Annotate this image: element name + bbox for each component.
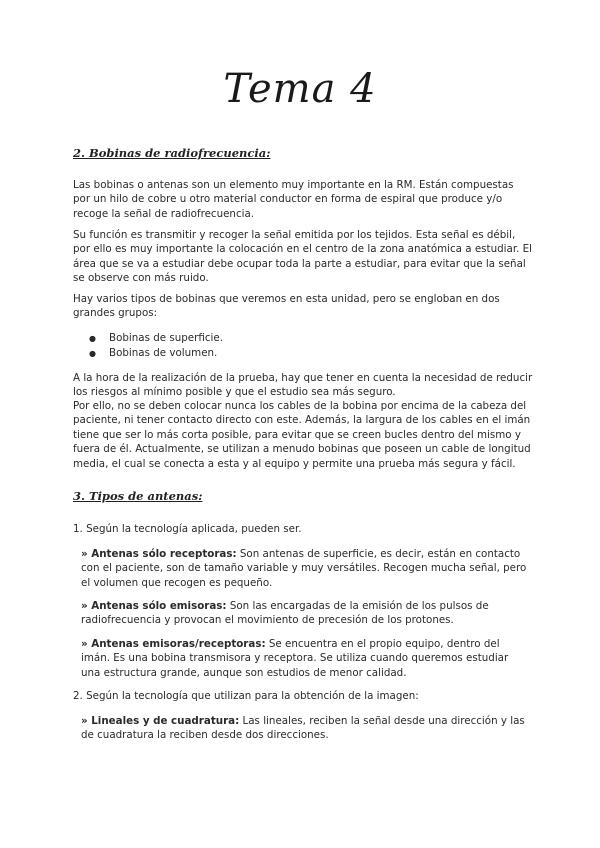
definition-item: [81, 714, 529, 743]
definition-item: [81, 599, 529, 628]
numbered-intro: 1. Según la tecnología aplicada, pueden ser.: [73, 523, 302, 535]
page-title: Tema 4: [223, 66, 377, 112]
definition-text: Las lineales, reciben la señal desde una dirección y las de cuadratura la reciben desde dos direcciones.: [81, 715, 525, 742]
definition-term: » Antenas emisoras/receptoras:: [81, 638, 266, 650]
definition-term: » Antenas sólo emisoras:: [81, 600, 227, 612]
list-item: ● Bobinas de volumen.: [73, 346, 223, 361]
section-heading-bobinas: 2. Bobinas de radiofrecuencia:: [73, 146, 271, 160]
paragraph: A la hora de la realización de la prueba, hay que tener en cuenta la necesidad de reducir los riesgos al mínimo posible y que el estudio sea más seguro.: [73, 372, 533, 399]
definition-item: [81, 637, 529, 680]
definition-term: » Lineales y de cuadratura:: [81, 715, 240, 727]
bullet-list: [73, 331, 223, 361]
definition-term: » Antenas sólo receptoras:: [81, 548, 237, 560]
numbered-intro: 2. Según la tecnología que utilizan para la obtención de la imagen:: [73, 690, 419, 702]
definition-text: Son antenas de superficie, es decir, están en contacto con el paciente, son de tamaño variable y muy versátiles. Recogen mucha señal, pero el volumen que recogen es pequeño.: [81, 548, 527, 589]
section-heading-tipos: 3. Tipos de antenas:: [73, 489, 203, 503]
definition-text: Son las encargadas de la emisión de los pulsos de radiofrecuencia y provocan el movimiento de precesión de los protones.: [81, 600, 489, 627]
paragraph: Hay varios tipos de bobinas que veremos en esta unidad, pero se engloban en dos grandes grupos:: [73, 293, 500, 320]
paragraph: Su función es transmitir y recoger la señal emitida por los tejidos. Esta señal es débil, por ello es muy importante la colocación en el centro de la zona anatómica a estudiar. El área que se va a estudiar debe ocupar toda la parte a estudiar, para evitar que la señal se observe con más ruido.: [73, 229, 533, 285]
list-item: ● Bobinas de superficie.: [73, 331, 223, 346]
paragraph: Las bobinas o antenas son un elemento muy importante en la RM. Están compuestas por un hilo de cobre u otro material conductor en forma de espiral que produce y/o recoge la señal de radiofrecuencia.: [73, 179, 514, 220]
definition-text: Se encuentra en el propio equipo, dentro del imán. Es una bobina transmisora y receptora. Se utiliza cuando queremos estudiar una estructura grande, aunque son estudios de menor calidad.: [81, 638, 509, 679]
paragraph: Por ello, no se deben colocar nunca los cables de la bobina por encima de la cabeza del paciente, ni tener contacto directo con este. Además, la largura de los cables en el imán tiene que ser lo más corta posible, para evitar que se creen bucles dentro del mismo y fuera de él. Actualmente, se utilizan a menudo bobinas que poseen un cable de longitud media, el cual se conecta a esta y al equipo y permite una prueba más segura y fácil.: [73, 400, 531, 470]
definition-item: [81, 547, 529, 590]
